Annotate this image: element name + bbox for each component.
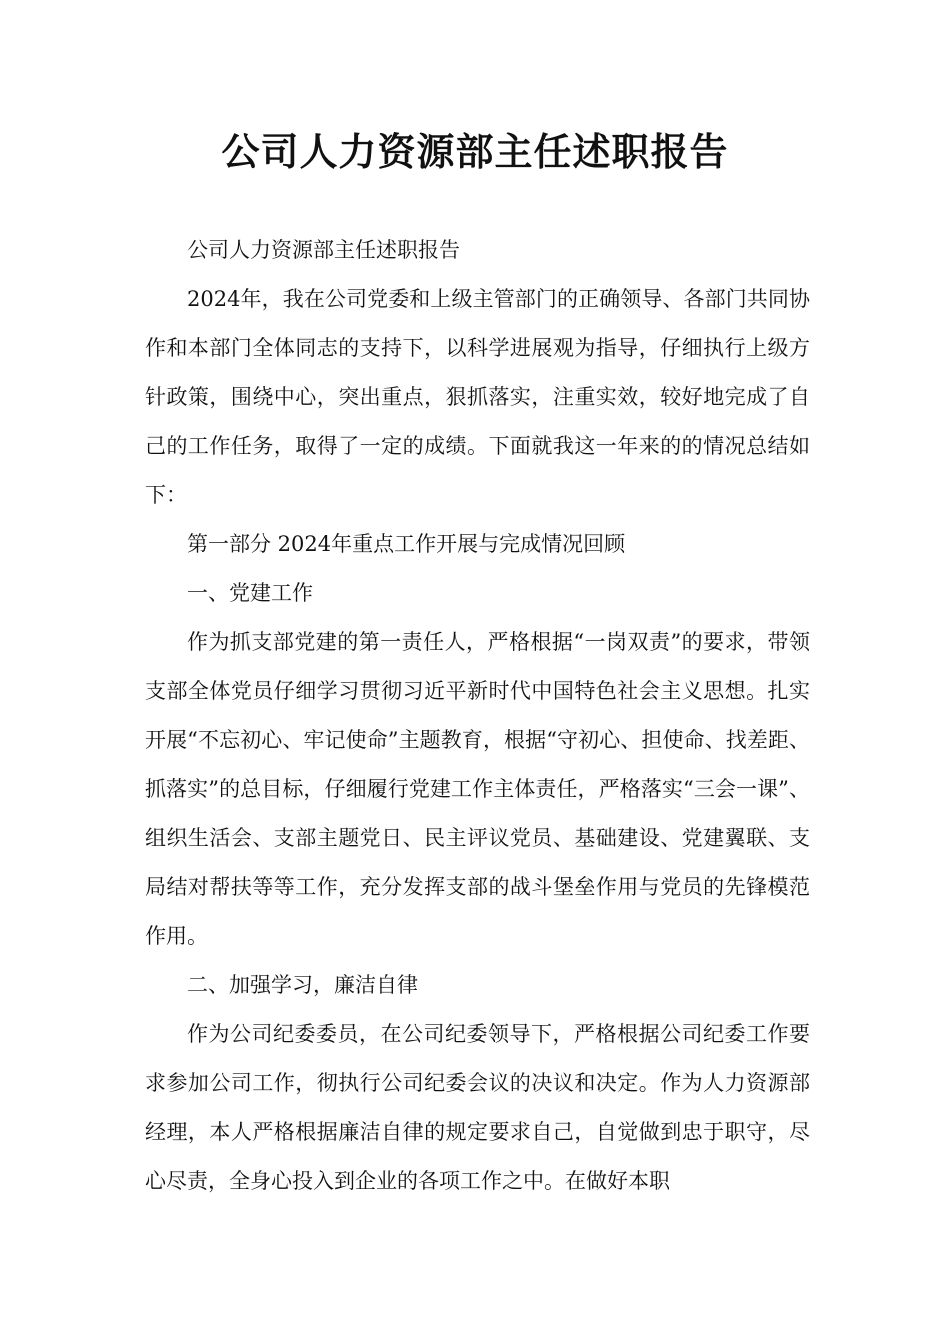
section-heading-party-building: 一、党建工作 — [187, 581, 313, 605]
paragraph-intro: 2024年，我在公司党委和上级主管部门的正确领导、各部门共同协作和本部门全体同志的支持下，以科学进展观为指导，仔细执行上级方针政策，围绕中心，突出重点，狠抓落实，注重实效，较好地完成了自己的工作任务，取得了一定的成绩。下面就我这一年来的的情况总结如下： — [145, 287, 810, 507]
report-subtitle: 公司人力资源部主任述职报告 — [187, 238, 460, 262]
section-heading-part-one: 第一部分 2024年重点工作开展与完成情况回顾 — [187, 532, 626, 556]
document-title: 公司人力资源部主任述职报告 — [221, 130, 729, 174]
document-body — [145, 226, 810, 1206]
paragraph-party-building: 作为抓支部党建的第一责任人，严格根据“一岗双责”的要求，带领支部全体党员仔细学习贯彻习近平新时代中国特色社会主义思想。扎实开展“不忘初心、牢记使命”主题教育，根据“守初心、担使命、找差距、抓落实”的总目标，仔细履行党建工作主体责任，严格落实“三会一课”、组织生活会、支部主题党日、民主评议党员、基础建设、党建翼联、支局结对帮扶等等工作，充分发挥支部的战斗堡垒作用与党员的先锋模范作用。 — [145, 630, 810, 948]
paragraph-study: 作为公司纪委委员，在公司纪委领导下，严格根据公司纪委工作要求参加公司工作，彻执行公司纪委会议的决议和决定。作为人力资源部经理，本人严格根据廉洁自律的规定要求自己，自觉做到忠于职守，尽心尽责，全身心投入到企业的各项工作之中。在做好本职 — [145, 1022, 810, 1193]
section-heading-study: 二、加强学习，廉洁自律 — [187, 973, 418, 997]
